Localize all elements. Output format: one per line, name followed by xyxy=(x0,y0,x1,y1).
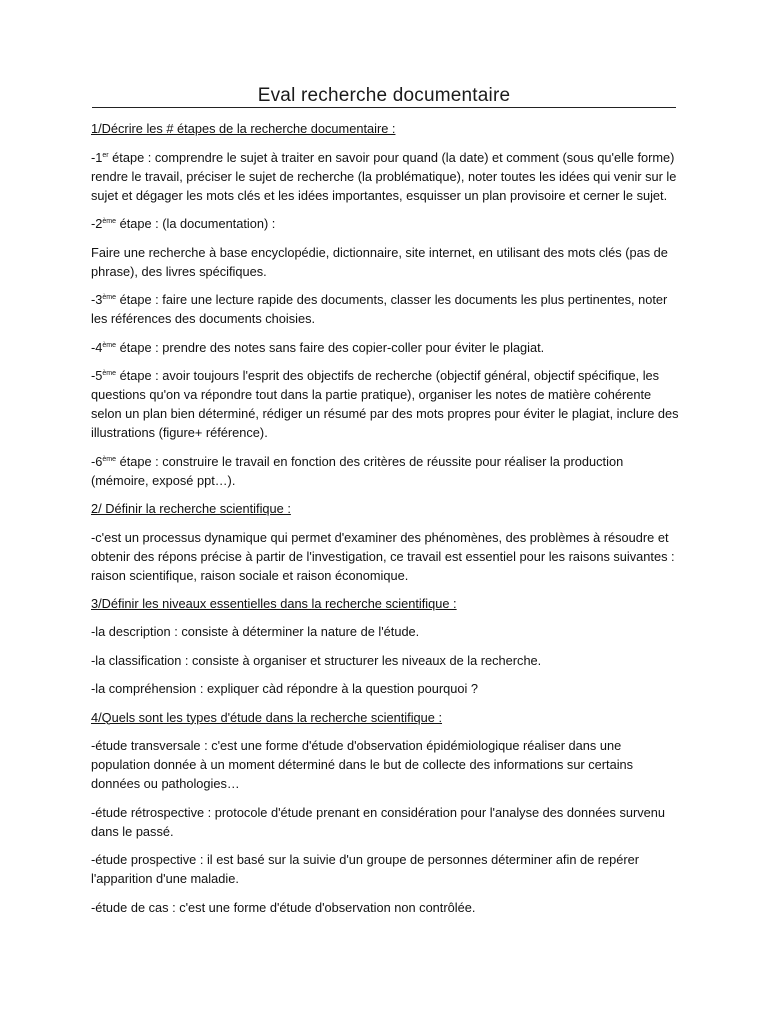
paragraph-step-4: -4ème étape : prendre des notes sans faire des copier-coller pour éviter le plagiat. xyxy=(91,339,545,355)
paragraph-step-1: -1er étape : comprendre le sujet à traiter en savoir pour quand (la date) et comment (sous qu'elle forme) rendre le travail, préciser le sujet de recherche (la problématique), noter toutes les idées qui venir sur le sujet et dégager les mots clés et les idées importantes, esquisser un plan provisoire et cerner le sujet. xyxy=(91,149,677,203)
paragraph-step-6: -6ème étape : construire le travail en fonction des critères de réussite pour réaliser la production (mémoire, exposé ppt…). xyxy=(91,453,624,488)
paragraph-transversale: -étude transversale : c'est une forme d'étude d'observation épidémiologique réaliser dans une population donnée à un moment déterminé dans le but de collecte des informations sur certains données ou pathologies… xyxy=(91,738,634,791)
section-heading-3: 3/Définir les niveaux essentielles dans la recherche scientifique : xyxy=(91,596,457,611)
section-heading-1: 1/Décrire les # étapes de la recherche documentaire : xyxy=(91,121,396,136)
section-heading-2: 2/ Définir la recherche scientifique : xyxy=(91,501,291,516)
paragraph-step-3: -3ème étape : faire une lecture rapide des documents, classer les documents les plus pertinentes, noter les références des documents choisies. xyxy=(91,292,668,326)
title-underline xyxy=(92,107,676,108)
paragraph-classification: -la classification : consiste à organiser et structurer les niveaux de la recherche. xyxy=(91,652,542,668)
paragraph-step-2: -2ème étape : (la documentation) : xyxy=(91,216,276,231)
document-title: Eval recherche documentaire xyxy=(257,85,511,106)
paragraph-etude-de-cas: -étude de cas : c'est une forme d'étude d'observation non contrôlée. xyxy=(91,899,476,915)
paragraph-step-2-detail: Faire une recherche à base encyclopédie, dictionnaire, site internet, en utilisant des mots clés (pas de phrase), des livres spécifiques. xyxy=(91,244,668,279)
paragraph-description: -la description : consiste à déterminer la nature de l'étude. xyxy=(91,624,420,639)
paragraph-definition: -c'est un processus dynamique qui permet d'examiner des phénomènes, des problèmes à résoudre et obtenir des répons précise à partir de l'investigation, ce travail est essentiel pour les raisons suivantes : raison scientifique, raison sociale et raison économique. xyxy=(91,529,675,583)
paragraph-retrospective: -étude rétrospective : protocole d'étude prenant en considération pour l'analyse des données survenu dans le passé. xyxy=(91,804,666,839)
section-heading-4: 4/Quels sont les types d'étude dans la recherche scientifique : xyxy=(91,709,443,725)
paragraph-step-5: -5ème étape : avoir toujours l'esprit des objectifs de recherche (objectif général, objectif spécifique, les questions qu'on va répondre tout dans la partie pratique), organiser les notes de matière cohérente selon un plan bien déterminé, rédiger un résumé par des mots propres pour éviter le plagiat, inclure des illustrations (figure+ référence). xyxy=(91,368,679,440)
paragraph-prospective: -étude prospective : il est basé sur la suivie d'un groupe de personnes déterminer afin de repérer l'apparition d'une maladie. xyxy=(91,852,640,886)
paragraph-comprehension: -la compréhension : expliquer càd répondre à la question pourquoi ? xyxy=(91,681,478,696)
document-body xyxy=(91,119,679,926)
